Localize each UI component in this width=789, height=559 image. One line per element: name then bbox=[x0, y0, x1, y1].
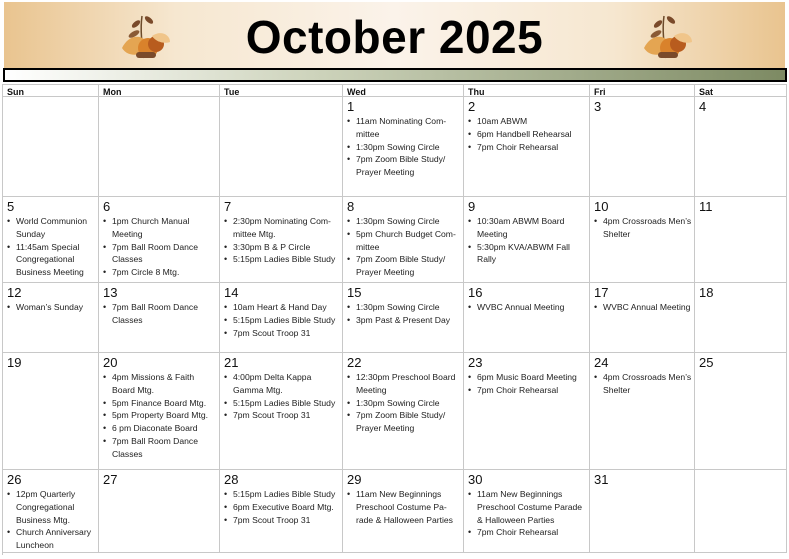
day-cell bbox=[3, 353, 99, 470]
event-item: • 7pm Scout Troop 31 bbox=[233, 409, 340, 422]
day-number: 29 bbox=[347, 472, 362, 487]
day-cell bbox=[3, 283, 99, 353]
day-number: 14 bbox=[224, 285, 239, 300]
event-list bbox=[347, 371, 461, 435]
event-item: • 1:30pm Sowing Circle bbox=[356, 141, 461, 154]
event-item: • 1:30pm Sowing Circle bbox=[356, 397, 461, 410]
event-item: • 5pm Finance Board Mtg. bbox=[112, 397, 217, 410]
event-item: • 1:30pm Sowing Circle bbox=[356, 301, 461, 314]
day-cell bbox=[3, 97, 99, 197]
event-list bbox=[103, 301, 217, 327]
event-list bbox=[347, 488, 461, 526]
event-list bbox=[468, 215, 587, 266]
day-header: Wed bbox=[343, 85, 464, 97]
day-cell bbox=[220, 97, 343, 197]
day-cell bbox=[220, 470, 343, 553]
event-item: • Woman’s Sunday bbox=[16, 301, 96, 314]
day-cell bbox=[343, 197, 464, 283]
day-cell bbox=[343, 283, 464, 353]
event-list bbox=[347, 215, 461, 279]
event-item: • 5:15pm Ladies Bible Study bbox=[233, 488, 340, 501]
event-item: • 5:15pm Ladies Bible Study bbox=[233, 397, 340, 410]
day-number: 28 bbox=[224, 472, 239, 487]
day-header: Sun bbox=[3, 85, 99, 97]
calendar-grid bbox=[2, 84, 787, 555]
day-cell bbox=[3, 470, 99, 553]
event-item: • 3pm Past & Present Day bbox=[356, 314, 461, 327]
day-cell bbox=[343, 97, 464, 197]
day-cell bbox=[695, 97, 787, 197]
event-list bbox=[7, 215, 96, 279]
day-number: 7 bbox=[224, 199, 232, 214]
event-item: • 2:30pm Nominating Com-mittee Mtg. bbox=[233, 215, 340, 241]
day-number: 22 bbox=[347, 355, 362, 370]
event-item: • 5pm Property Board Mtg. bbox=[112, 409, 217, 422]
day-cell bbox=[220, 283, 343, 353]
event-item: • 11am New Beginnings Preschool Costume Parade & Halloween Parties bbox=[477, 488, 587, 526]
day-cell bbox=[590, 197, 695, 283]
day-cell bbox=[695, 283, 787, 353]
day-cell bbox=[99, 470, 220, 553]
day-header: Fri bbox=[590, 85, 695, 97]
day-cell bbox=[695, 470, 787, 553]
event-list bbox=[594, 301, 692, 314]
day-number: 2 bbox=[468, 99, 476, 114]
event-item: • 7pm Ball Room Dance Classes bbox=[112, 241, 217, 267]
day-number: 8 bbox=[347, 199, 355, 214]
event-item: • 5:15pm Ladies Bible Study bbox=[233, 253, 340, 266]
event-item: • 4pm Missions & Faith Board Mtg. bbox=[112, 371, 217, 397]
day-number: 17 bbox=[594, 285, 609, 300]
event-item: • Church Anniversary Luncheon bbox=[16, 526, 96, 552]
day-cell bbox=[464, 283, 590, 353]
day-number: 13 bbox=[103, 285, 118, 300]
event-list bbox=[224, 301, 340, 339]
event-item: • 11am New Beginnings Preschool Costume Pa-rade & Halloween Parties bbox=[356, 488, 461, 526]
event-item: • 5:30pm KVA/ABWM Fall Rally bbox=[477, 241, 587, 267]
event-item: • 4pm Crossroads Men’s Shelter bbox=[603, 215, 692, 241]
day-number: 18 bbox=[699, 285, 714, 300]
event-item: • 10:30am ABWM Board Meeting bbox=[477, 215, 587, 241]
event-list bbox=[103, 371, 217, 461]
day-number: 10 bbox=[594, 199, 609, 214]
day-number: 25 bbox=[699, 355, 714, 370]
header-divider-bar bbox=[3, 68, 787, 82]
event-item: • 3:30pm B & P Circle bbox=[233, 241, 340, 254]
event-item: • 6pm Executive Board Mtg. bbox=[233, 501, 340, 514]
event-item: • 6 pm Diaconate Board bbox=[112, 422, 217, 435]
event-list bbox=[224, 371, 340, 422]
event-item: • 7pm Choir Rehearsal bbox=[477, 141, 587, 154]
event-item: • 12:30pm Preschool Board Meeting bbox=[356, 371, 461, 397]
day-header: Thu bbox=[464, 85, 590, 97]
event-item: • 7pm Circle 8 Mtg. bbox=[112, 266, 217, 279]
day-cell bbox=[99, 283, 220, 353]
event-item: • 5:15pm Ladies Bible Study bbox=[233, 314, 340, 327]
day-number: 15 bbox=[347, 285, 362, 300]
day-cell bbox=[99, 353, 220, 470]
title-banner bbox=[4, 2, 785, 68]
day-cell bbox=[220, 197, 343, 283]
event-list bbox=[7, 488, 96, 552]
event-item: • 10am ABWM bbox=[477, 115, 587, 128]
event-list bbox=[347, 301, 461, 327]
day-header: Mon bbox=[99, 85, 220, 97]
day-number: 21 bbox=[224, 355, 239, 370]
day-cell bbox=[220, 353, 343, 470]
day-number: 20 bbox=[103, 355, 118, 370]
event-item: • 7pm Scout Troop 31 bbox=[233, 327, 340, 340]
day-number: 11 bbox=[699, 199, 713, 214]
day-cell bbox=[464, 353, 590, 470]
event-item: • 7pm Ball Room Dance Classes bbox=[112, 435, 217, 461]
event-item: • 4pm Crossroads Men’s Shelter bbox=[603, 371, 692, 397]
event-item: • 7pm Choir Rehearsal bbox=[477, 384, 587, 397]
event-item: • 5pm Church Budget Com-mittee bbox=[356, 228, 461, 254]
day-number: 24 bbox=[594, 355, 609, 370]
event-list bbox=[224, 215, 340, 266]
event-item: • 6pm Handbell Rehearsal bbox=[477, 128, 587, 141]
page-title: October 2025 bbox=[245, 11, 544, 63]
day-cell bbox=[464, 97, 590, 197]
event-list bbox=[468, 488, 587, 539]
day-cell bbox=[695, 197, 787, 283]
day-number: 3 bbox=[594, 99, 602, 114]
event-item: • 1:30pm Sowing Circle bbox=[356, 215, 461, 228]
day-cell bbox=[590, 353, 695, 470]
day-number: 1 bbox=[347, 99, 355, 114]
event-item: • 7pm Choir Rehearsal bbox=[477, 526, 587, 539]
event-list bbox=[468, 301, 587, 314]
event-item: • 7pm Zoom Bible Study/ Prayer Meeting bbox=[356, 153, 461, 179]
day-cell bbox=[464, 197, 590, 283]
event-item: • 7pm Scout Troop 31 bbox=[233, 514, 340, 527]
event-list bbox=[594, 371, 692, 397]
event-item: • World Communion Sunday bbox=[16, 215, 96, 241]
event-list bbox=[224, 488, 340, 526]
event-item: • WVBC Annual Meeting bbox=[603, 301, 692, 314]
day-header: Tue bbox=[220, 85, 343, 97]
event-list bbox=[7, 301, 96, 314]
event-item: • 4:00pm Delta Kappa Gamma Mtg. bbox=[233, 371, 340, 397]
event-item: • 1pm Church Manual Meeting bbox=[112, 215, 217, 241]
event-item: • 11:45am Special Congregational Business Meeting bbox=[16, 241, 96, 279]
day-cell bbox=[590, 97, 695, 197]
day-cell bbox=[695, 353, 787, 470]
day-number: 31 bbox=[594, 472, 609, 487]
day-number: 27 bbox=[103, 472, 118, 487]
day-cell bbox=[590, 283, 695, 353]
day-number: 26 bbox=[7, 472, 22, 487]
event-list bbox=[468, 371, 587, 397]
event-item: • 6pm Music Board Meeting bbox=[477, 371, 587, 384]
day-number: 6 bbox=[103, 199, 111, 214]
day-cell bbox=[343, 470, 464, 553]
autumn-leaves-icon bbox=[638, 8, 698, 64]
day-number: 19 bbox=[7, 355, 22, 370]
day-cell bbox=[99, 197, 220, 283]
day-number: 12 bbox=[7, 285, 22, 300]
event-item: • 7pm Ball Room Dance Classes bbox=[112, 301, 217, 327]
event-list bbox=[594, 215, 692, 241]
day-number: 9 bbox=[468, 199, 476, 214]
day-number: 23 bbox=[468, 355, 483, 370]
day-number: 16 bbox=[468, 285, 483, 300]
event-item: • 12pm Quarterly Congregational Business Mtg. bbox=[16, 488, 96, 526]
event-list bbox=[103, 215, 217, 279]
day-header: Sat bbox=[695, 85, 787, 97]
day-cell bbox=[3, 197, 99, 283]
day-number: 5 bbox=[7, 199, 15, 214]
day-number: 30 bbox=[468, 472, 483, 487]
day-cell bbox=[99, 97, 220, 197]
day-number: 4 bbox=[699, 99, 707, 114]
event-item: • 7pm Zoom Bible Study/ Prayer Meeting bbox=[356, 253, 461, 279]
day-cell bbox=[464, 470, 590, 553]
event-item: • 10am Heart & Hand Day bbox=[233, 301, 340, 314]
event-list bbox=[468, 115, 587, 153]
day-cell bbox=[590, 470, 695, 553]
day-cell bbox=[343, 353, 464, 470]
event-item: • 11am Nominating Com-mittee bbox=[356, 115, 461, 141]
event-item: • 7pm Zoom Bible Study/ Prayer Meeting bbox=[356, 409, 461, 435]
event-item: • WVBC Annual Meeting bbox=[477, 301, 587, 314]
event-list bbox=[347, 115, 461, 179]
